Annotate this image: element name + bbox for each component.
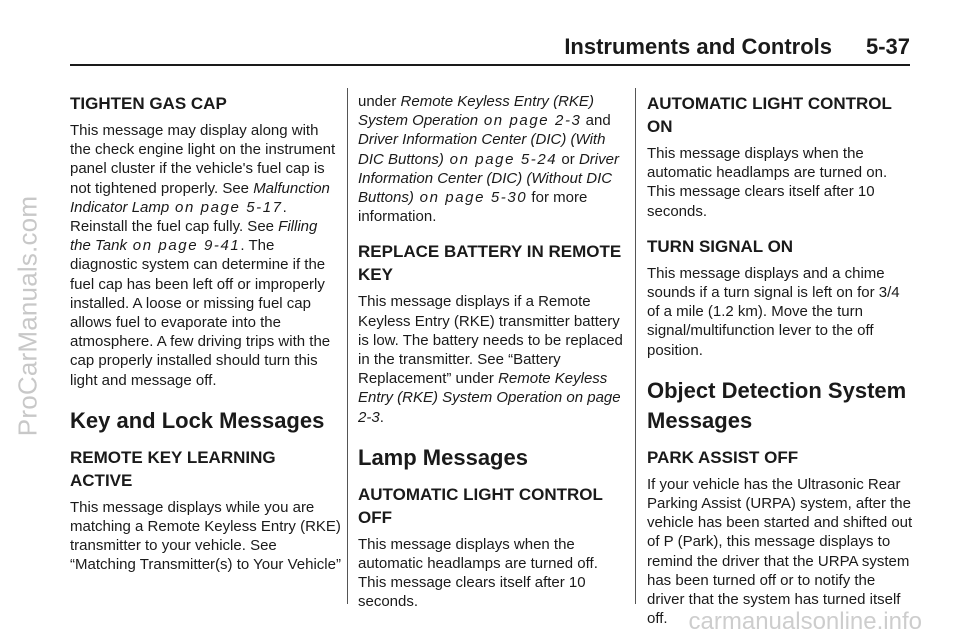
footer-watermark: carmanualsonline.info	[688, 608, 922, 635]
page-ref[interactable]: on page 2-3	[478, 112, 582, 130]
link-dic-without-buttons[interactable]: Driver Information Center (DIC) (Without DIC Buttons)	[358, 150, 619, 207]
heading-auto-light-on: AUTOMATIC LIGHT CONTROL ON	[647, 94, 892, 136]
paragraph-park-assist-off: If your vehicle has the Ultrasonic Rear Parking Assist (URPA) system, after the vehicle has been started and shifted out of P (Park), this message displays to remind the driver that the URPA system has been turned off or to notify the driver that the system has turned itself off.	[647, 475, 913, 628]
link-rke-system-operation[interactable]: Remote Keyless Entry (RKE) System Operation	[358, 93, 594, 130]
heading-park-assist-off: PARK ASSIST OFF	[647, 447, 799, 467]
heading-turn-signal-on: TURN SIGNAL ON	[647, 236, 794, 256]
text: and	[581, 112, 611, 130]
heading-object-detection: Object Detection System Messages	[647, 377, 907, 433]
text: under	[358, 93, 401, 110]
column-divider-right	[635, 88, 636, 604]
column-divider-left	[347, 88, 348, 604]
paragraph-auto-light-on: This message displays when the automatic headlamps are turned on. This message clears itself after 10 seconds.	[647, 145, 888, 220]
heading-lamp-messages: Lamp Messages	[358, 444, 528, 470]
link-malfunction-indicator[interactable]: Malfunction Indicator Lamp	[70, 179, 330, 216]
text: for more information.	[358, 189, 588, 226]
column-1	[70, 92, 342, 575]
column-3	[647, 92, 915, 628]
text: . The diagnostic system can determine if the fuel cap has been left off or improperly installed. A loose or missing fuel cap allows fuel to evaporate into the atmosphere. A few driving trips with the cap properly installed should turn this light and message off.	[70, 237, 331, 389]
text: . Reinstall the fuel cap fully. See	[70, 198, 287, 236]
side-watermark	[0, 0, 58, 642]
page-ref[interactable]: on page 9-41	[127, 237, 241, 255]
paragraph-turn-signal-on: This message displays and a chime sounds if a turn signal is left on for 3/4 of a mile (1.2 km). Move the turn signal/multifunction lever to the off position.	[647, 264, 900, 359]
column-2	[358, 92, 626, 612]
paragraph-remote-key-learning: This message displays while you are matching a Remote Keyless Entry (RKE) transmitter to your vehicle. See “Matching Transmitter(s) to Your Vehicle”	[70, 498, 341, 574]
heading-key-and-lock: Key and Lock Messages	[70, 407, 325, 433]
page-number: 5-37	[865, 34, 910, 59]
text: This message may display along with the check engine light on the instrument panel cluster if the vehicle's fuel cap is not tightened properly. See	[70, 122, 336, 197]
section-title: Instruments and Controls	[564, 34, 832, 59]
page-ref[interactable]: on page 5-30	[413, 189, 528, 207]
paragraph-auto-light-off: This message displays when the automatic headlamps are turned off. This message clears itself after 10 seconds.	[358, 535, 598, 611]
paragraph-tighten-gas-cap	[70, 121, 342, 390]
link-rke-system-operation[interactable]: Remote Keyless Entry (RKE) System Operation on page 2-3	[358, 370, 621, 426]
text: This message displays if a Remote Keyless Entry (RKE) transmitter battery is low. The battery needs to be replaced in the transmitter. See “Battery Replacement” under	[358, 293, 623, 388]
text: or	[557, 150, 579, 168]
page-header	[70, 34, 910, 68]
page-ref[interactable]: on page 5-24	[443, 150, 558, 168]
page-ref[interactable]: on page 5-17	[169, 198, 283, 216]
side-watermark-text: ProCarManuals.com	[12, 195, 43, 437]
link-filling-the-tank[interactable]: Filling the Tank	[70, 218, 318, 255]
text: .	[379, 408, 384, 426]
paragraph-replace-battery	[358, 292, 626, 426]
header-rule	[70, 64, 910, 66]
heading-auto-light-off: AUTOMATIC LIGHT CONTROL OFF	[358, 484, 603, 527]
heading-replace-battery: REPLACE BATTERY IN REMOTE KEY	[358, 242, 622, 285]
paragraph-rke-continued	[358, 92, 626, 226]
heading-tighten-gas-cap: TIGHTEN GAS CAP	[70, 94, 227, 113]
link-dic-with-buttons[interactable]: Driver Information Center (DIC) (With DIC Buttons)	[358, 131, 606, 168]
heading-remote-key-learning: REMOTE KEY LEARNING ACTIVE	[70, 447, 276, 490]
